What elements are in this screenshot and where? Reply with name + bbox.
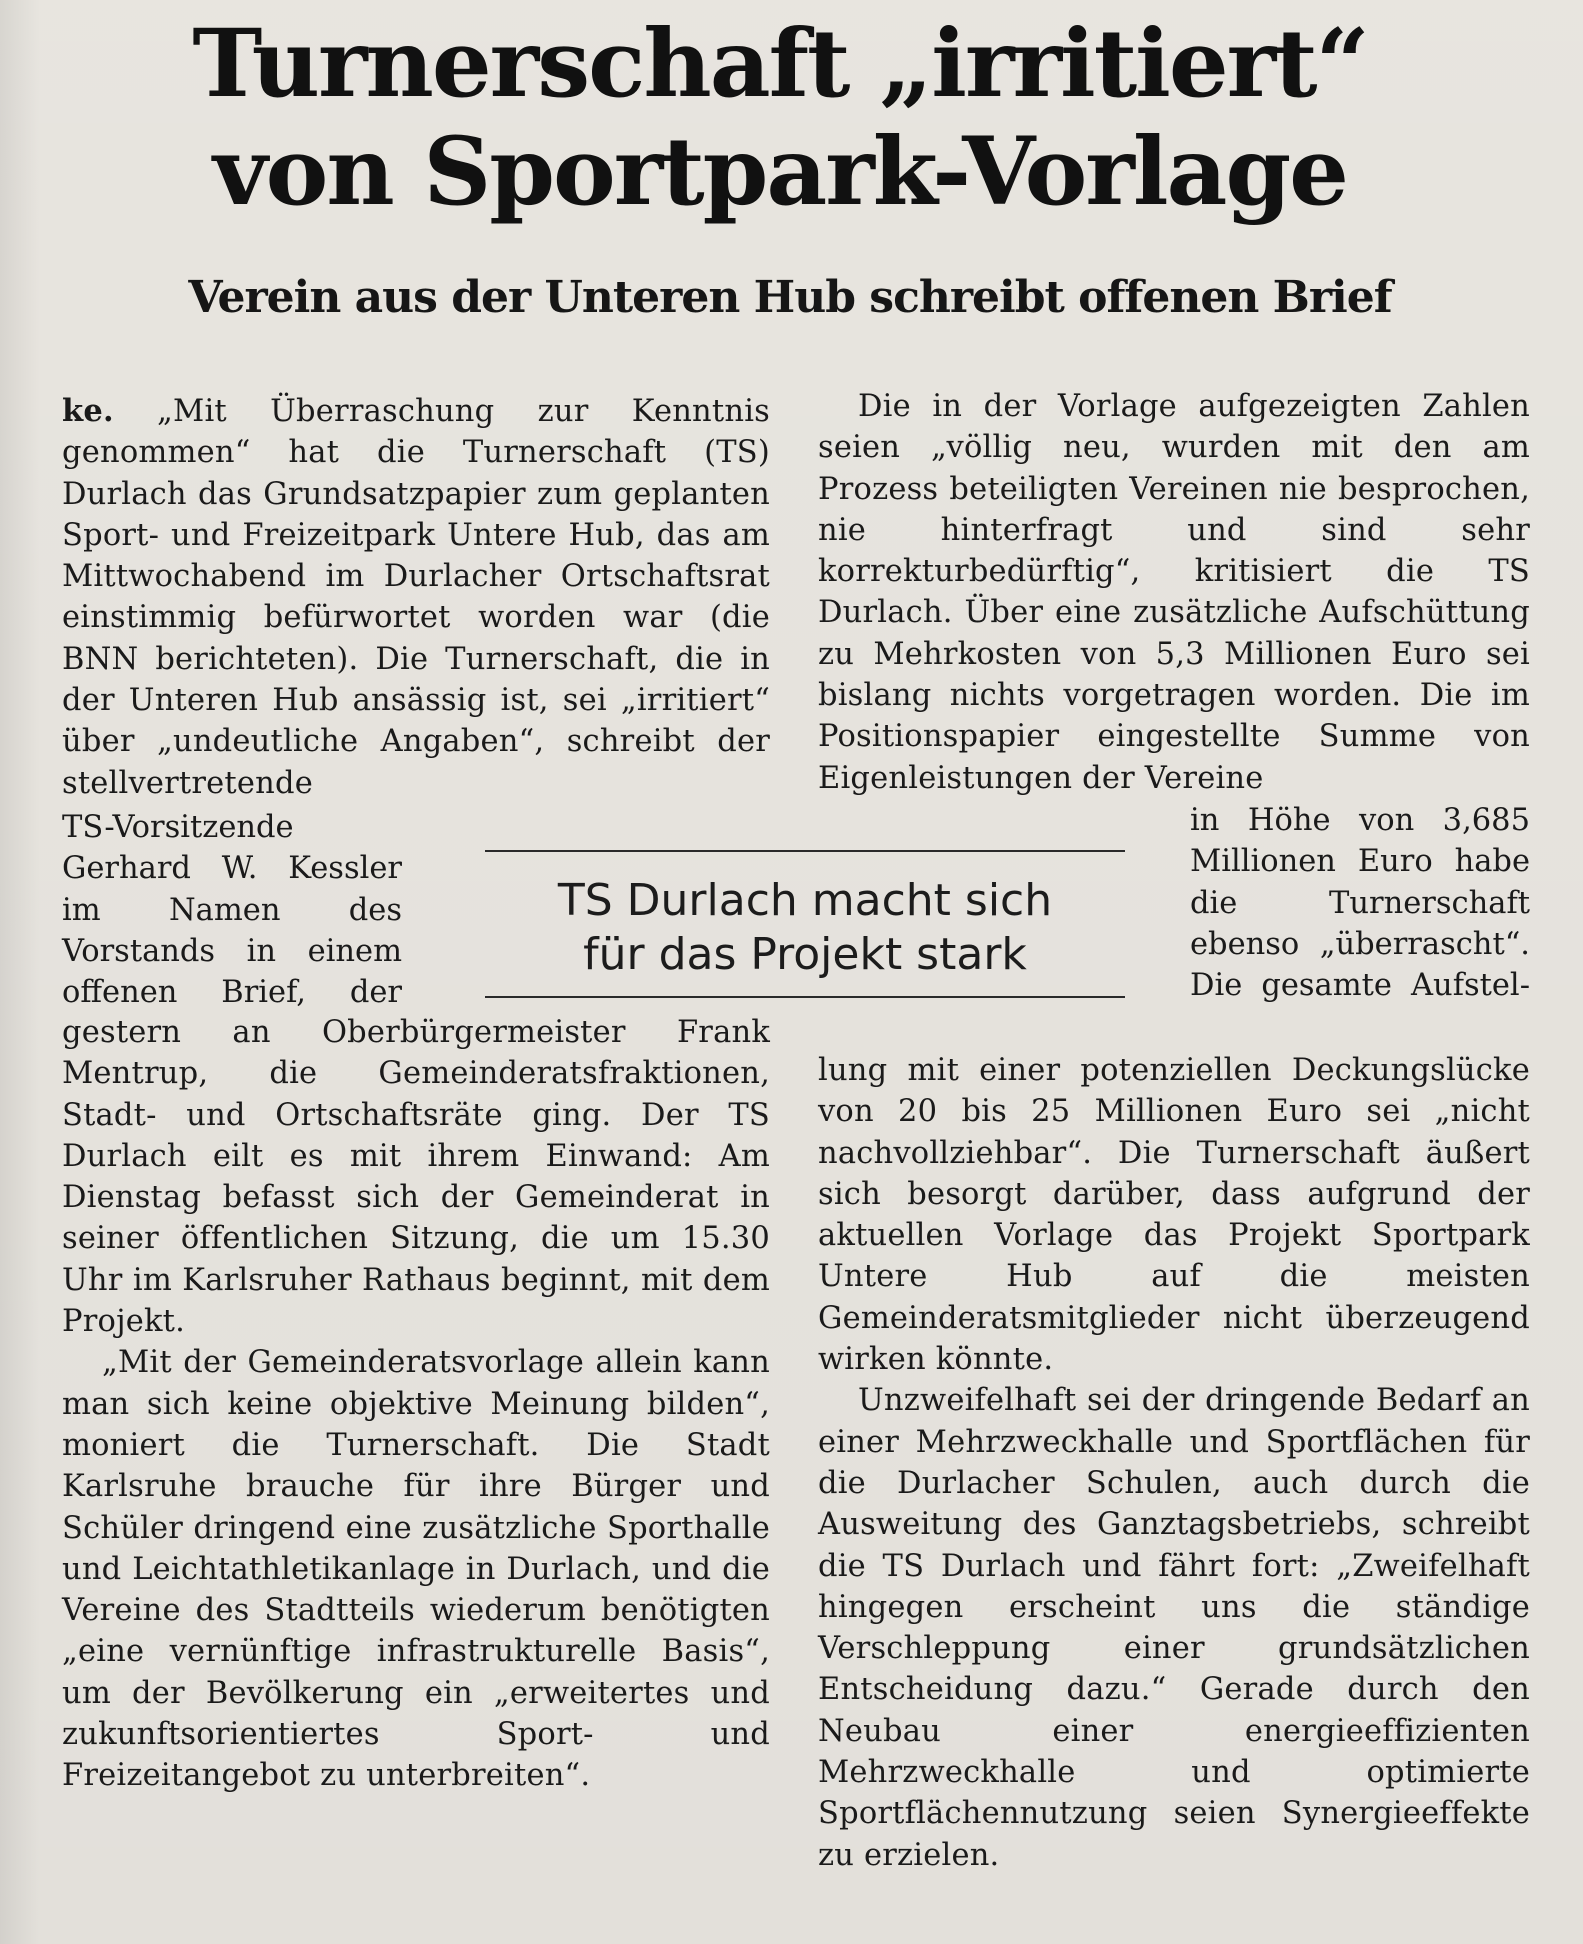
pull-quote-bottom-rule	[485, 996, 1125, 998]
column-2-paragraph-2: Unzweifelhaft sei der dringende Bedarf an einer Mehrzweckhalle und Sportflächen für die Durlacher Schulen, auch durch die Ausweitung des Ganztagsbetriebs, schreibt die TS Durlach und fährt fort: „Zweifelhaft hingegen erscheint uns die ständige Verschleppung einer grundsätzlichen Entscheidung dazu.“ Gerade durch den Neubau einer energieeffizienten Mehrzweckhalle und optimierte Sportflächennutzung seien Synergieeffekte zu erzielen.	[818, 1383, 1530, 1873]
column-1-paragraph-2: „Mit der Gemeinderatsvorlage allein kann man sich keine objektive Meinung bilden“, moniert die Turnerschaft. Die Stadt Karlsruhe brauche für ihre Bürger und Schüler dringend eine zusätzliche Sporthalle und Leichtathletikanlage in Durlach, und die Vereine des Stadtteils wiederum benötigten „eine vernünftige infrastrukturelle Basis“, um der Bevölkerung ein „erweitertes und zukunftsorientiertes Sport- und Freizeitangebot zu unterbreiten“.	[62, 1345, 770, 1794]
dateline: ke.	[62, 393, 114, 429]
headline-line-1: Turnerschaft „irritiert“	[192, 9, 1368, 119]
column-1-wrap-paragraph: TS-Vorsitzende Gerhard W. Kessler im Namen des Vorstands in einem offenen Brief, der	[62, 810, 402, 1011]
column-1-lead-text: „Mit Überraschung zur Kenntnis genommen“ hat die Turnerschaft (TS) Durlach das Grundsatzpapier zum geplanten Sport- und Freizeitpark Untere Hub, das am Mittwochabend im Durlacher Ortschaftsrat einstimmig befürwortet worden war (die BNN berichteten). Die Turnerschaft, die in der Unteren Hub ansässig ist, sei „irritiert“ über „undeutliche Angaben“, schreibt der stellvertretende	[62, 394, 770, 801]
article-column-2	[818, 386, 1530, 799]
article-column-2-continued	[818, 1050, 1530, 1876]
headline-line-2: von Sportpark-Vorlage	[213, 117, 1347, 227]
article-column-1	[62, 391, 770, 804]
column-1-lead-paragraph	[62, 391, 770, 804]
column-1-after-wrap: gestern an Oberbürgermeister Frank Mentrup, die Gemeinderatsfraktionen, Stadt- und Ortschaftsräte ging. Der TS Durlach eilt es mit ihrem Einwand: Am Dienstag befasst sich der Gemeinderat in seiner öffentlichen Sitzung, die um 15.30 Uhr im Karlsruher Rathaus beginnt, mit dem Projekt.	[62, 1015, 770, 1340]
headline	[80, 10, 1480, 226]
column-2-lead-paragraph: Die in der Vorlage aufgezeigten Zahlen seien „völlig neu, wurden mit den am Prozess beteiligten Vereinen nie besprochen, nie hinterfragt und sind sehr korrekturbedürftig“, kritisiert die TS Durlach. Über eine zusätzliche Aufschüttung zu Mehrkosten von 5,3 Millionen Euro sei bislang nichts vorgetragen worden. Die im Positionspapier eingestellte Summe von Eigenleistungen der Vereine	[818, 389, 1530, 796]
pull-quote-line-1: TS Durlach macht sich	[557, 875, 1053, 926]
column-2-wrap-paragraph: in Höhe von 3,685 Millionen Euro habe die Turnerschaft ebenso „überrascht“. Die gesamte Aufstel-	[1190, 803, 1530, 1004]
pull-quote-text	[455, 852, 1155, 996]
article-column-1-continued	[62, 1012, 770, 1797]
column-2-after-wrap: lung mit einer potenziellen Deckungslücke von 20 bis 25 Millionen Euro sei „nicht nachvollziehbar“. Die Turnerschaft äußert sich besorgt darüber, dass aufgrund der aktuellen Vorlage das Projekt Sportpark Untere Hub auf die meisten Gemeinderatsmitglieder nicht überzeugend wirken könnte.	[818, 1053, 1530, 1378]
column-1-wrap-text	[62, 807, 402, 1013]
pull-quote	[455, 850, 1155, 998]
column-2-wrap-text	[1190, 800, 1530, 1006]
subheadline: Verein aus der Unteren Hub schreibt offenen Brief	[188, 272, 1392, 323]
pull-quote-line-2: für das Projekt stark	[583, 929, 1027, 980]
